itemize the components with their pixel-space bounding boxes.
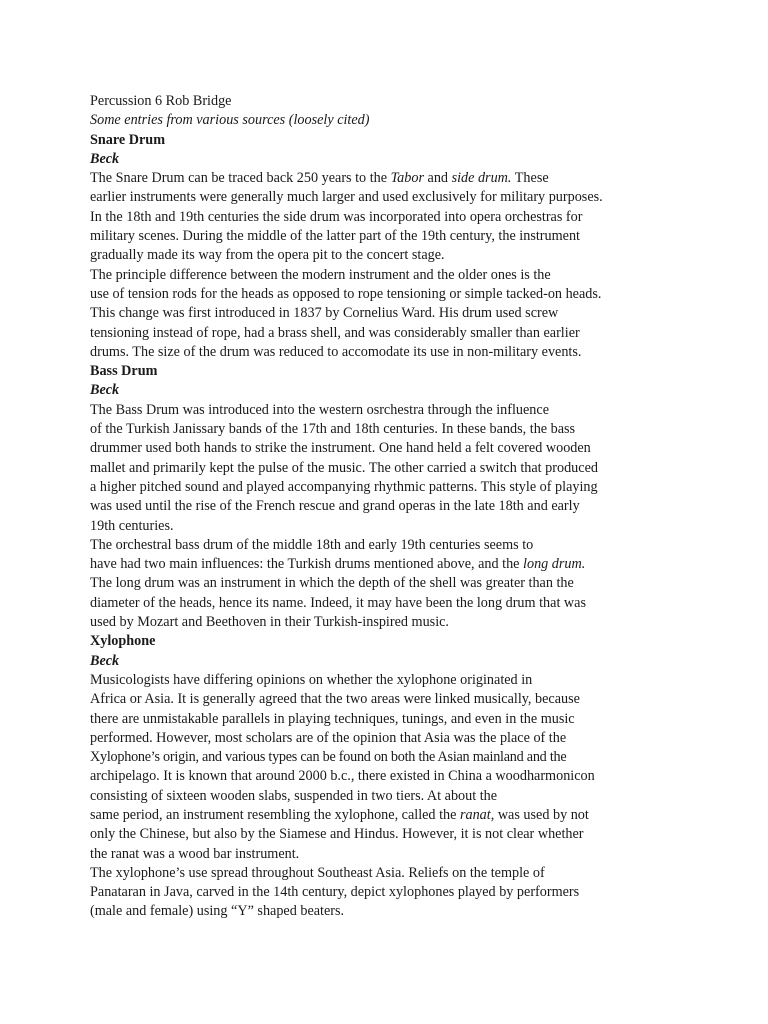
section-heading-xylophone: Xylophone — [90, 633, 156, 650]
paragraph-line: The xylophone’s use spread throughout Southeast Asia. Reliefs on the temple of — [90, 864, 545, 881]
paragraph-line: drums. The size of the drum was reduced to accomodate its use in non-military events. — [90, 343, 582, 360]
paragraph-line: The orchestral bass drum of the middle 18th and early 19th centuries seems to — [90, 536, 534, 553]
document-page — [90, 92, 650, 922]
paragraph-line: earlier instruments were generally much larger and used exclusively for military purposes. — [90, 189, 603, 206]
section-heading-bass-drum: Bass Drum — [90, 363, 158, 380]
paragraph-line: the ranat was a wood bar instrument. — [90, 845, 300, 862]
paragraph-line: Musicologists have differing opinions on whether the xylophone originated in — [90, 671, 533, 688]
paragraph-line: was used until the rise of the French rescue and grand operas in the late 18th and early — [90, 498, 580, 515]
paragraph-line: gradually made its way from the opera pit to the concert stage. — [90, 247, 445, 264]
paragraph-line: This change was first introduced in 1837 by Cornelius Ward. His drum used screw — [90, 305, 559, 322]
paragraph-line: The long drum was an instrument in which the depth of the shell was greater than the — [90, 575, 574, 592]
paragraph-line: military scenes. During the middle of the latter part of the 19th century, the instrument — [90, 228, 580, 245]
paragraph-line: drummer used both hands to strike the instrument. One hand held a felt covered wooden — [90, 440, 591, 457]
paragraph-line: Xylophone’s origin, and various types can be found on both the Asian mainland and the — [90, 749, 567, 766]
paragraph-line: mallet and primarily kept the pulse of the music. The other carried a switch that produced — [90, 459, 598, 476]
paragraph-line: The Bass Drum was introduced into the western osrchestra through the influence — [90, 401, 549, 418]
section-source-bass-drum: Beck — [90, 382, 120, 399]
italic-term-ranat: ranat, — [459, 806, 495, 823]
paragraph-line: The Snare Drum can be traced back 250 years to the Tabor and side drum. These — [90, 170, 549, 187]
paragraph-line: used by Mozart and Beethoven in their Turkish-inspired music. — [90, 614, 449, 631]
section-source-xylophone: Beck — [90, 652, 120, 669]
paragraph-line: (male and female) using “Y” shaped beaters. — [90, 903, 345, 920]
section-source-snare-drum: Beck — [90, 150, 120, 167]
paragraph-line: a higher pitched sound and played accompanying rhythmic patterns. This style of playing — [90, 478, 598, 495]
document-subtitle: Some entries from various sources (loosely cited) — [90, 112, 370, 129]
paragraph-line: In the 18th and 19th centuries the side drum was incorporated into opera orchestras for — [90, 208, 583, 225]
paragraph-line: only the Chinese, but also by the Siamese and Hindus. However, it is not clear whether — [90, 826, 584, 843]
document-header: Percussion 6 Rob Bridge — [90, 93, 232, 109]
paragraph-line: of the Turkish Janissary bands of the 17th and 18th centuries. In these bands, the bass — [90, 421, 576, 438]
paragraph-line: diameter of the heads, hence its name. Indeed, it may have been the long drum that was — [90, 594, 586, 611]
italic-term-long-drum: long drum. — [523, 556, 586, 573]
italic-term-tabor: Tabor — [390, 170, 424, 187]
paragraph-line: The principle difference between the modern instrument and the older ones is the — [90, 266, 551, 283]
paragraph-line: 19th centuries. — [90, 517, 174, 534]
paragraph-line: same period, an instrument resembling the xylophone, called the ranat, was used by not — [90, 806, 589, 823]
paragraph-line: consisting of sixteen wooden slabs, suspended in two tiers. At about the — [90, 787, 498, 804]
paragraph-line: Africa or Asia. It is generally agreed that the two areas were linked musically, because — [90, 691, 580, 708]
italic-term-side-drum: side drum. — [451, 170, 512, 187]
paragraph-line: tensioning instead of rope, had a brass shell, and was considerably smaller than earlier — [90, 324, 580, 341]
paragraph-line: Panataran in Java, carved in the 14th century, depict xylophones played by performers — [90, 884, 580, 901]
paragraph-line: performed. However, most scholars are of the opinion that Asia was the place of the — [90, 729, 567, 746]
paragraph-line: have had two main influences: the Turkish drums mentioned above, and the long drum. — [90, 556, 586, 573]
paragraph-line: archipelago. It is known that around 2000 b.c., there existed in China a woodharmonicon — [90, 768, 595, 785]
paragraph-line: there are unmistakable parallels in playing techniques, tunings, and even in the music — [90, 710, 575, 727]
section-heading-snare-drum: Snare Drum — [90, 131, 166, 148]
paragraph-line: use of tension rods for the heads as opposed to rope tensioning or simple tacked-on heads. — [90, 285, 602, 302]
